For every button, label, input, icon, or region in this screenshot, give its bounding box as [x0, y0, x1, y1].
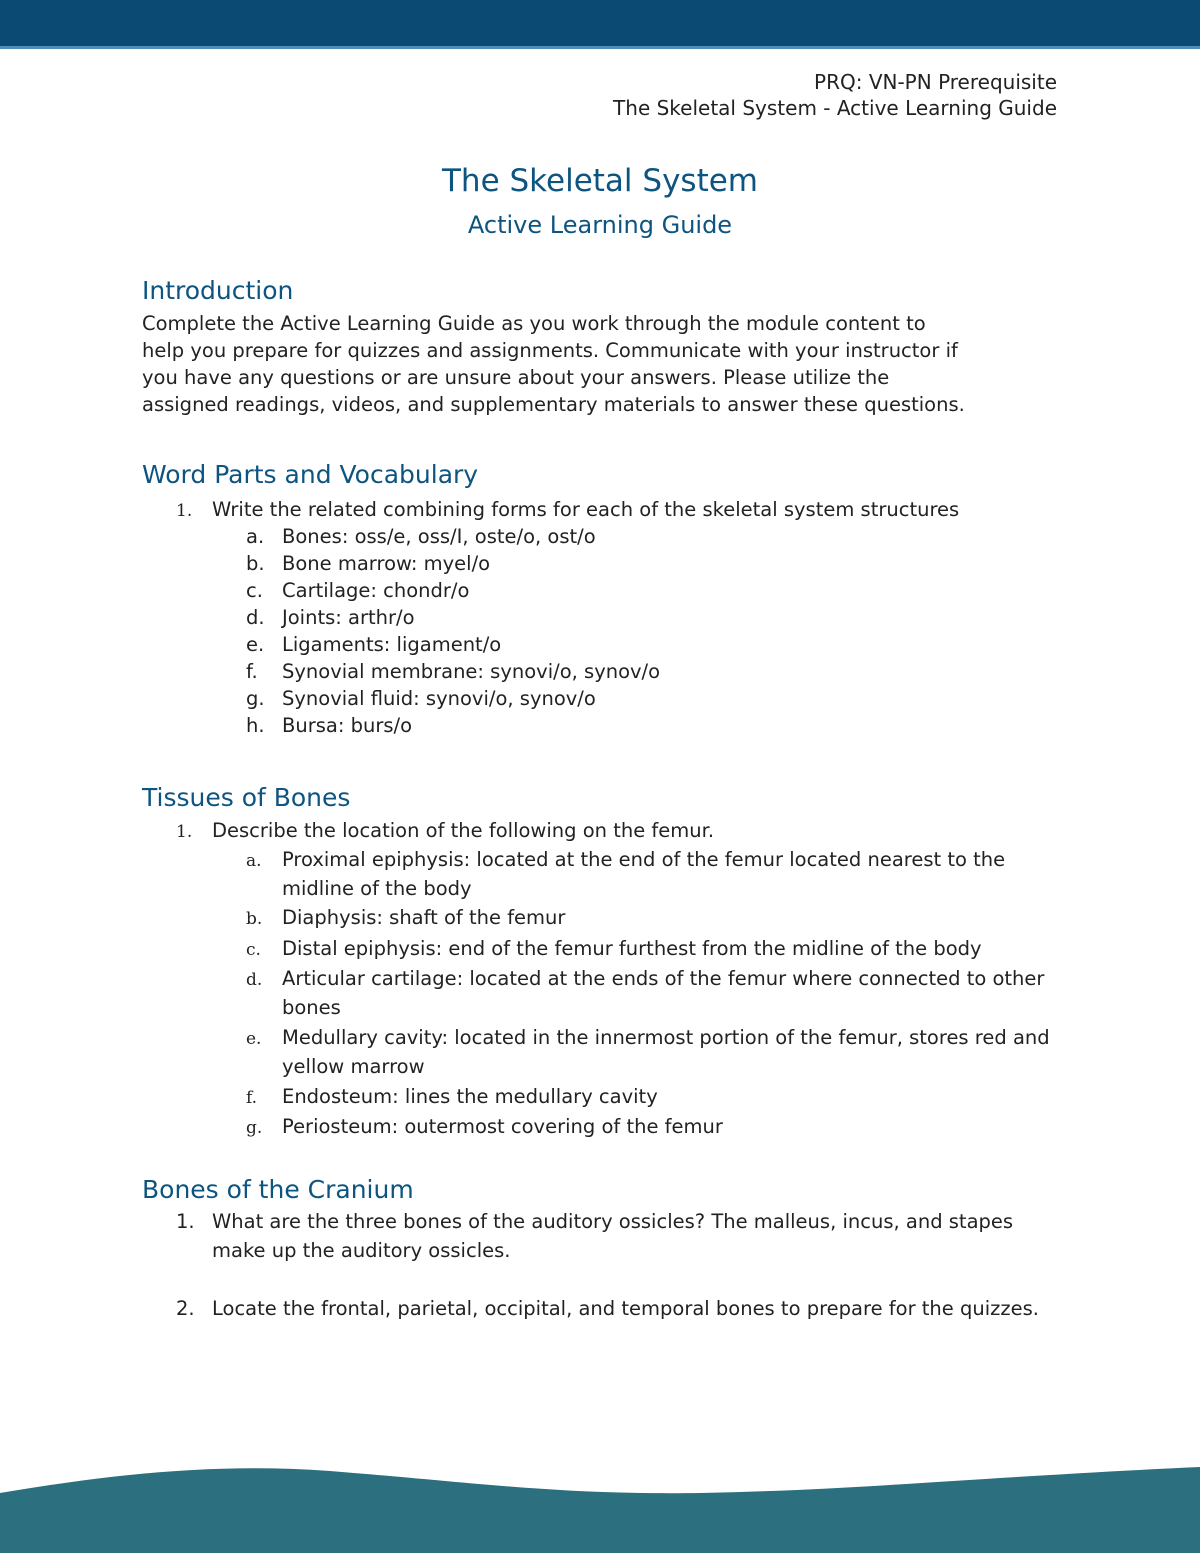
header-course: PRQ: VN-PN Prerequisite [814, 70, 1057, 94]
list-item [246, 934, 1112, 965]
tissues-question-1 [176, 816, 1052, 847]
intro-paragraph [142, 310, 1072, 418]
list-item [246, 711, 1072, 740]
item-text: Medullary cavity: located in the innermost portion of the femur, stores red and yellow marrow [282, 1026, 1050, 1078]
item-text: Ligaments: ligament/o [282, 633, 502, 656]
item-text: Cartilage: chondr/o [282, 579, 470, 602]
item-letter: f. [246, 660, 258, 683]
list-item [246, 1112, 1072, 1143]
intro-line: Complete the Active Learning Guide as you work through the module content to [142, 312, 926, 335]
item-letter: h. [246, 714, 265, 737]
item-text: Proximal epiphysis: located at the end of the femur located nearest to the midline of the body [282, 848, 1006, 900]
top-banner-accent [0, 46, 1200, 49]
item-letter: c. [246, 940, 261, 960]
item-letter: b. [246, 909, 263, 929]
item-text: Articular cartilage: located at the ends of the femur where connected to other bones [282, 967, 1045, 1019]
list-item [246, 522, 1072, 551]
cranium-question-2 [176, 1294, 1052, 1323]
item-letter: e. [246, 633, 265, 656]
intro-line: you have any questions or are unsure about your answers. Please utilize the [142, 366, 890, 389]
intro-line: assigned readings, videos, and supplementary materials to answer these questions. [142, 393, 965, 416]
question-number: 1. [176, 501, 193, 521]
cranium-heading: Bones of the Cranium [142, 1175, 414, 1204]
item-letter: d. [246, 970, 263, 990]
list-item [246, 657, 1072, 686]
question-text: Describe the location of the following on the femur. [212, 819, 715, 842]
item-text: Distal epiphysis: end of the femur furthest from the midline of the body [282, 937, 982, 960]
list-item [246, 1082, 1072, 1113]
item-letter: g. [246, 687, 265, 710]
item-letter: a. [246, 525, 265, 548]
item-letter: a. [246, 851, 262, 871]
item-letter: e. [246, 1029, 262, 1049]
page-title: The Skeletal System [441, 163, 758, 199]
page-subtitle: Active Learning Guide [467, 211, 733, 239]
list-item [246, 549, 1072, 578]
list-item [246, 903, 1072, 934]
item-letter: c. [246, 579, 263, 602]
item-text: Synovial membrane: synovi/o, synov/o [282, 660, 661, 683]
tissues-heading: Tissues of Bones [142, 783, 351, 812]
intro-heading: Introduction [142, 276, 294, 305]
question-text: Locate the frontal, parietal, occipital, and temporal bones to prepare for the quizzes. [212, 1297, 1039, 1320]
item-text: Bone marrow: myel/o [282, 552, 491, 575]
footer-wave [0, 1463, 1200, 1553]
intro-line: help you prepare for quizzes and assignments. Communicate with your instructor if [142, 339, 958, 362]
header-doc-title: The Skeletal System - Active Learning Guide [613, 96, 1057, 120]
running-header [613, 69, 1057, 121]
question-number: 1. [176, 1210, 195, 1233]
item-letter: d. [246, 606, 265, 629]
item-text: Periosteum: outermost covering of the femur [282, 1115, 723, 1138]
list-item [246, 964, 1072, 1022]
item-letter: f. [246, 1088, 258, 1108]
item-letter: g. [246, 1118, 263, 1138]
item-text: Joints: arthr/o [282, 606, 415, 629]
question-number: 2. [176, 1297, 195, 1320]
list-item [246, 603, 1072, 632]
cranium-question-1 [176, 1207, 1052, 1265]
list-item [246, 845, 1072, 903]
list-item [246, 1023, 1072, 1081]
question-text: Write the related combining forms for each of the skeletal system structures [212, 498, 960, 521]
item-text: Bones: oss/e, oss/I, oste/o, ost/o [282, 525, 596, 548]
item-text: Synovial fluid: synovi/o, synov/o [282, 687, 596, 710]
question-number: 1. [176, 822, 193, 842]
item-text: Endosteum: lines the medullary cavity [282, 1085, 658, 1108]
vocab-heading: Word Parts and Vocabulary [142, 460, 479, 489]
top-banner [0, 0, 1200, 46]
item-letter: b. [246, 552, 265, 575]
list-item [246, 684, 1072, 713]
item-text: Diaphysis: shaft of the femur [282, 906, 566, 929]
list-item [246, 576, 1072, 605]
list-item [246, 630, 1072, 659]
question-text: What are the three bones of the auditory ossicles? The malleus, incus, and stapes make up the auditory ossicles. [212, 1210, 1014, 1262]
item-text: Bursa: burs/o [282, 714, 413, 737]
